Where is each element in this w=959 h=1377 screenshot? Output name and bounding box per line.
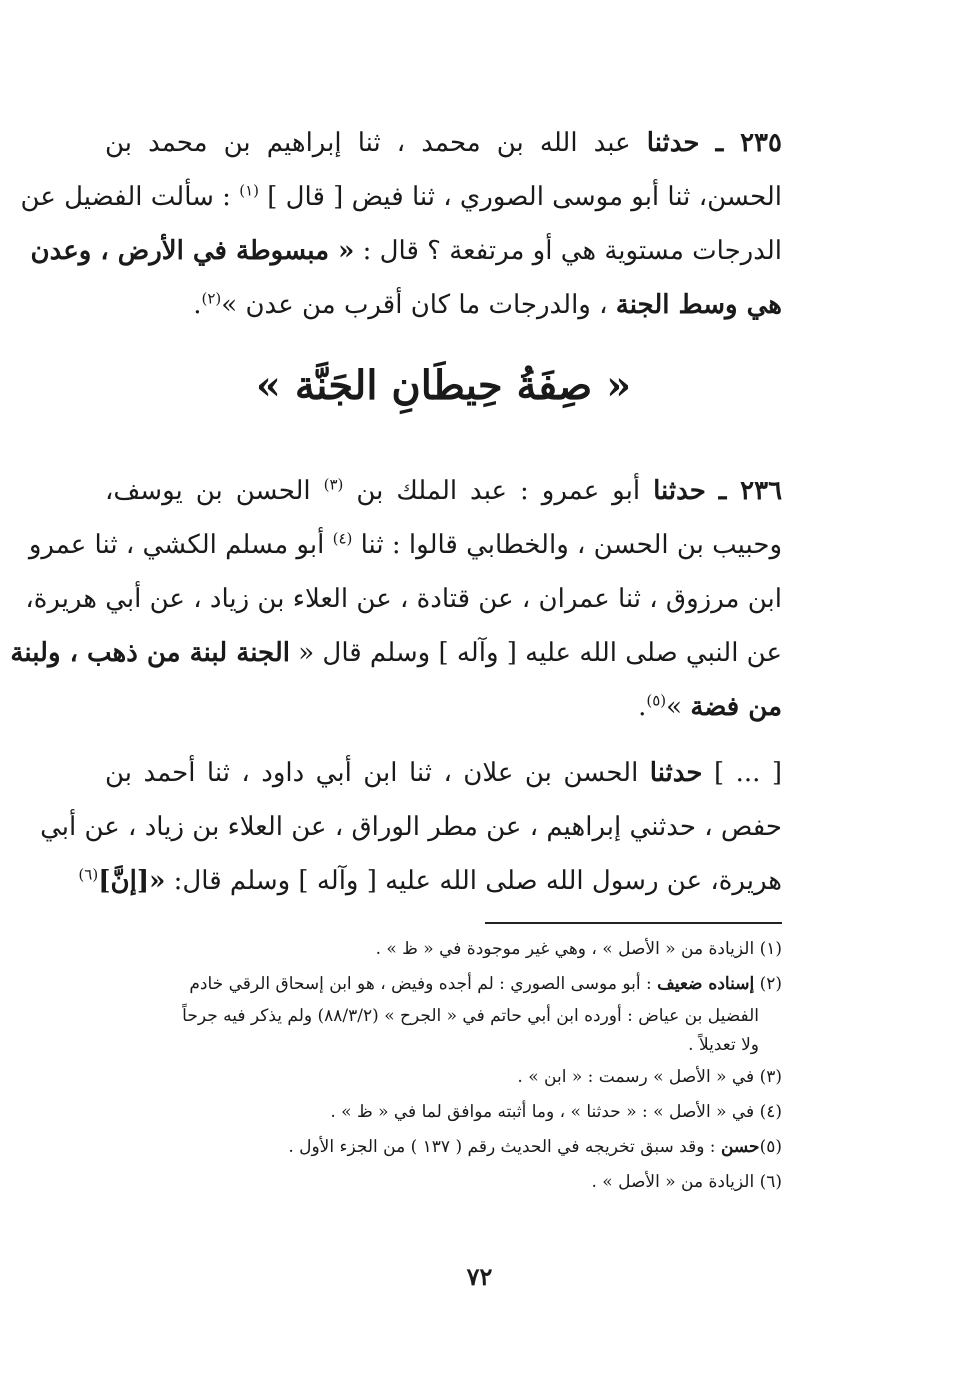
- narration-label: حدثنا: [649, 758, 703, 788]
- footnote-marker: (٦): [78, 865, 99, 884]
- text-line: [105, 746, 782, 800]
- footnote-marker: (٢): [201, 289, 222, 308]
- footnote-2: [105, 967, 782, 1002]
- text-line: [105, 464, 782, 518]
- text-line: [105, 116, 782, 170]
- grading-label: حسن: [720, 1137, 760, 1157]
- text-segment: الحسن بن يوسف،: [105, 476, 311, 506]
- text-line: [105, 278, 782, 332]
- text-segment: الحسن، ثنا أبو موسى الصوري ، ثنا فيض [ قال ]: [267, 182, 782, 212]
- text-segment: : سألت الفضيل عن: [20, 182, 231, 212]
- section-heading: « صِفَةُ حِيطَانِ الجَنَّة »: [255, 362, 632, 409]
- text-line: [78, 854, 782, 908]
- quoted-text: الجنة لبنة من ذهب ، ولبنة: [10, 638, 290, 668]
- footnote-marker: (٣): [323, 475, 344, 494]
- hadith-236: [10, 464, 783, 734]
- narration-label: حدثنا: [653, 476, 706, 506]
- text-line: [25, 572, 782, 626]
- text-line: [105, 680, 782, 734]
- text-segment: عن النبي صلى الله عليه [ وآله ] وسلم قال «: [298, 638, 782, 668]
- footnote-text: : أبو موسى الصوري : لم أجده وفيض ، هو ابن إسحاق الرقي خادم: [189, 974, 652, 994]
- quoted-text: « مبسوطة في الأرض ، وعدن: [30, 236, 355, 266]
- text-segment: وحبيب بن الحسن ، والخطابي قالوا : ثنا: [360, 530, 782, 560]
- text-segment: أبو عمرو : عبد الملك بن: [356, 476, 641, 506]
- hadith-235: [20, 116, 782, 332]
- text-segment: [ ... ]: [713, 758, 782, 788]
- quoted-text: هي وسط الجنة: [615, 290, 782, 320]
- text-segment: أبو مسلم الكشي ، ثنا عمرو: [28, 530, 325, 560]
- footnote-5: [105, 1130, 782, 1165]
- narration-label: حدثنا: [646, 128, 700, 158]
- footnote-marker: (٤): [332, 529, 353, 548]
- page-number: ٧٢: [466, 1262, 493, 1291]
- text-segment: عبد الله بن محمد ، ثنا إبراهيم بن محمد بن: [105, 128, 631, 158]
- hadith-number: ٢٣٥ ـ: [715, 128, 782, 158]
- footnote-marker: (١): [239, 181, 259, 200]
- text-line: [20, 170, 782, 224]
- footnotes: [105, 932, 782, 1200]
- text-line: [30, 224, 782, 278]
- quoted-text: «[إنَّ]: [98, 866, 166, 896]
- text-segment: الحسن بن علان ، ثنا ابن أبي داود ، ثنا أحمد بن: [105, 758, 639, 788]
- text-line: [10, 626, 782, 680]
- footnote-4: (٤) في « الأصل » : « حدثنا » ، وما أثبته موافق لما في « ظ » .: [330, 1102, 782, 1122]
- text-segment: هريرة، عن رسول الله صلى الله عليه [ وآله ] وسلم قال:: [173, 866, 782, 896]
- footnote-1: (١) الزيادة من « الأصل » ، وهي غير موجودة في « ظ » .: [375, 939, 782, 959]
- text-segment: .: [638, 692, 647, 722]
- hadith-unnumbered: [40, 746, 782, 908]
- text-segment: »: [666, 692, 683, 722]
- footnote-6: (٦) الزيادة من « الأصل » .: [591, 1172, 782, 1192]
- text-line: [40, 800, 782, 854]
- footnote-2-cont: ولا تعديلاً .: [688, 1035, 759, 1055]
- footnote-number: (٥): [759, 1137, 782, 1157]
- footnote-divider: [485, 922, 782, 924]
- footnote-2-cont: الفضيل بن عياض : أورده ابن أبي حاتم في « الجرح » (٨٨/٣/٢) ولم يذكر فيه جرحاً: [182, 1006, 759, 1026]
- footnote-number: (٢): [759, 974, 782, 994]
- footnote-text: : وقد سبق تخريجه في الحديث رقم ( ١٣٧ ) من الجزء الأول .: [288, 1137, 716, 1157]
- text-segment: ، والدرجات ما كان أقرب من عدن »: [221, 290, 608, 320]
- text-line: [28, 518, 782, 572]
- quoted-text: من فضة: [690, 692, 782, 722]
- footnote-marker: (٥): [646, 691, 667, 710]
- text-segment: ابن مرزوق ، ثنا عمران ، عن قتادة ، عن العلاء بن زياد ، عن أبي هريرة،: [25, 584, 782, 614]
- text-segment: حفص ، حدثني إبراهيم ، عن مطر الوراق ، عن العلاء بن زياد ، عن أبي: [40, 812, 782, 842]
- hadith-number: ٢٣٦ ـ: [718, 476, 783, 506]
- text-segment: .: [193, 290, 202, 320]
- footnote-3: (٣) في « الأصل » رسمت : « ابن » .: [517, 1067, 782, 1087]
- grading-label: إسناده ضعيف: [657, 974, 755, 994]
- text-segment: الدرجات مستوية هي أو مرتفعة ؟ قال :: [362, 236, 782, 266]
